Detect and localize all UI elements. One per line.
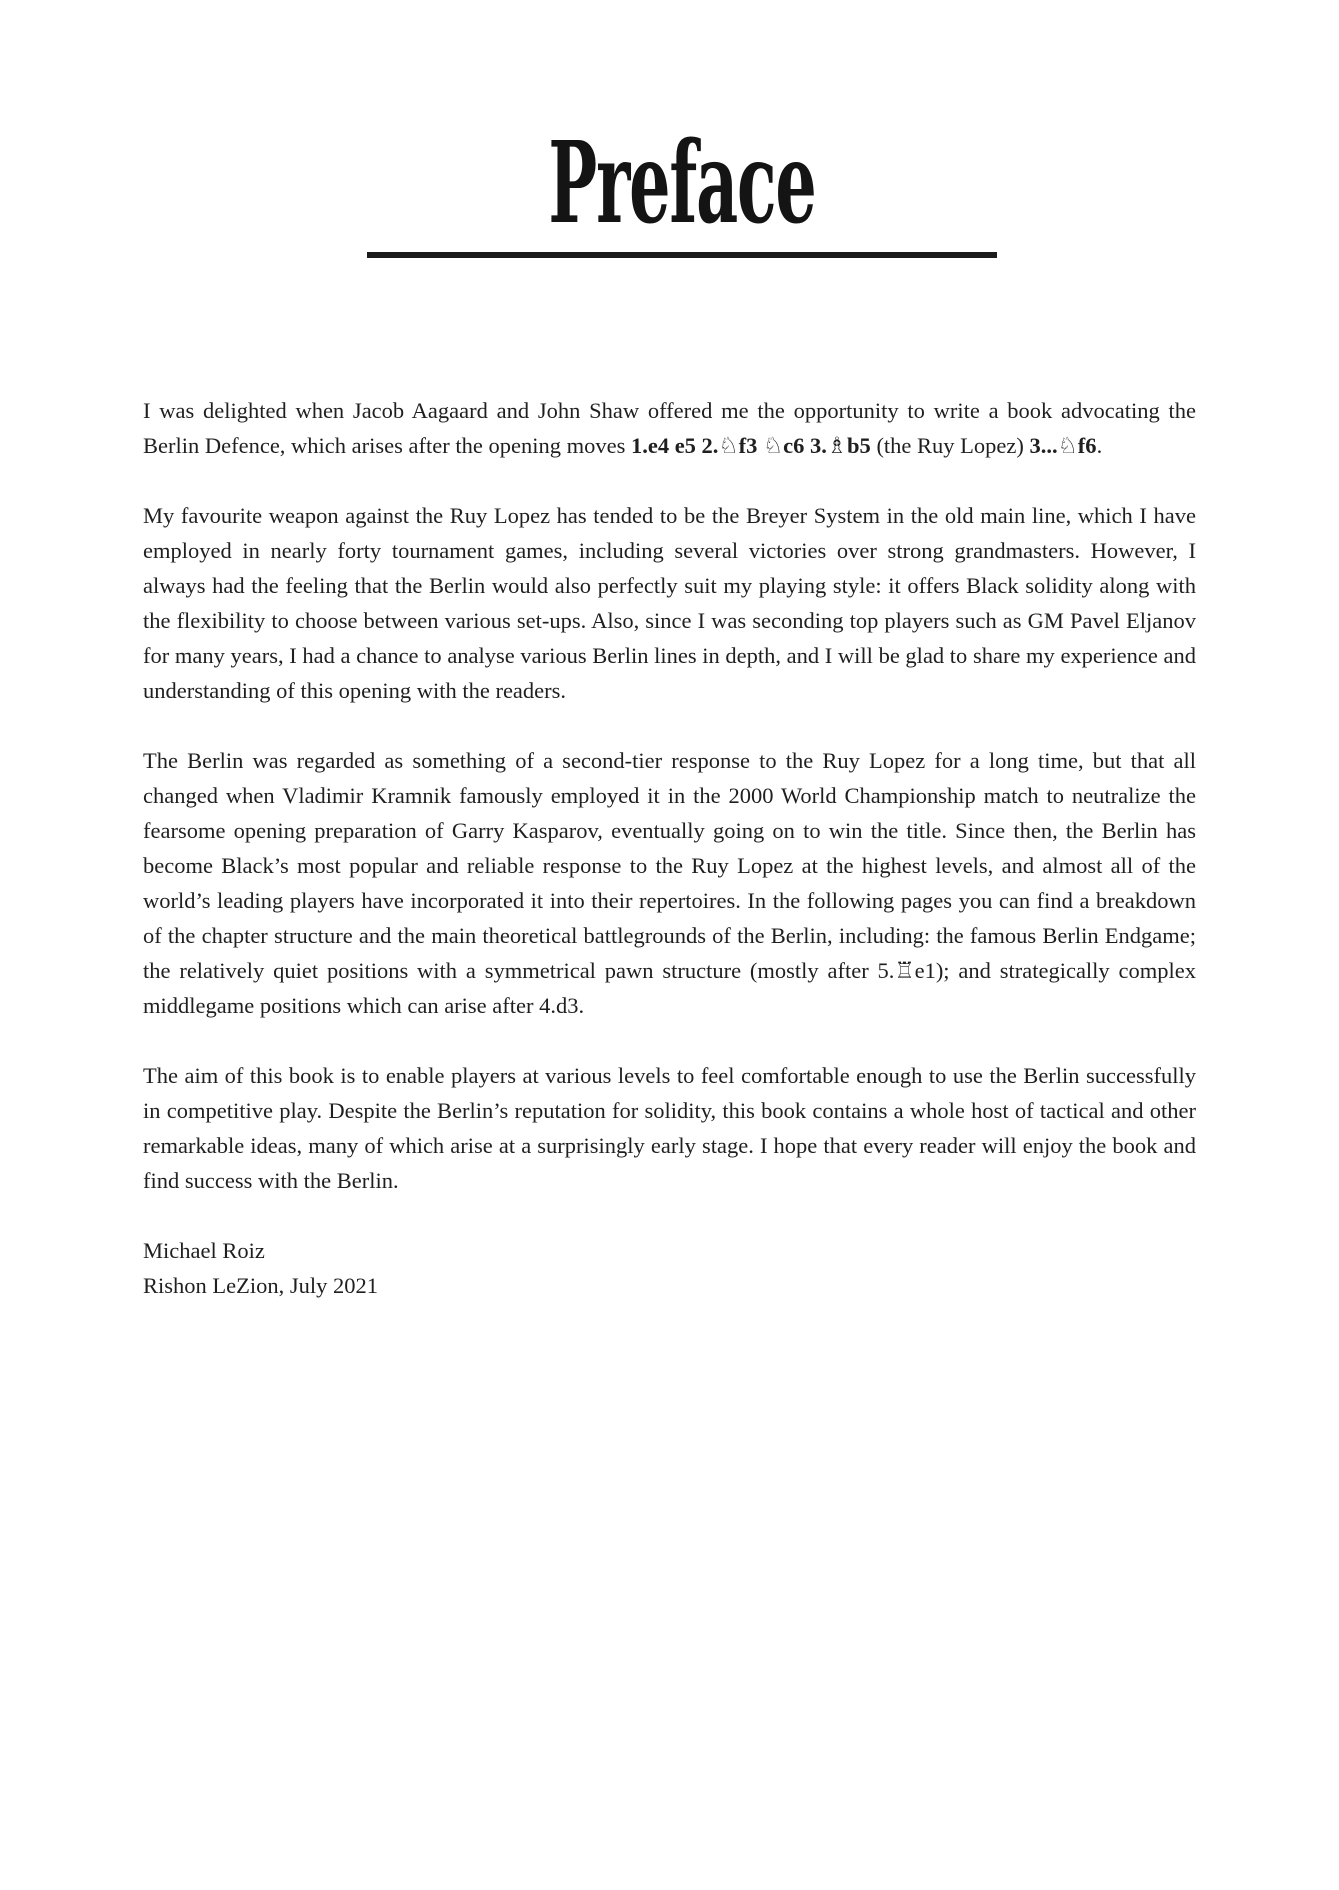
signature-author: Michael Roiz <box>143 1238 265 1263</box>
chess-move-notation: 1.e4 e5 2.♘f3 ♘c6 3.♗b5 <box>630 433 871 458</box>
paragraph-book-aim <box>143 1058 1196 1198</box>
text-run: I was delighted when Jacob Aagaard and John Shaw offered me the opportunity to write a book advocating the Berlin Defence, which arises after the opening moves <box>143 398 1196 458</box>
preface-body <box>143 393 1196 1303</box>
title-underline-rule <box>367 252 997 258</box>
paragraph-intro <box>143 393 1196 463</box>
signature-place-date: Rishon LeZion, July 2021 <box>143 1273 378 1298</box>
text-run: The Berlin was regarded as something of a second-tier response to the Ruy Lopez for a long time, but that all changed when Vladimir Kramnik famously employed it in the 2000 World Championship match to neutralize the fearsome opening preparation of Garry Kasparov, eventually going on to win the title. Since then, the Berlin has become Black’s most popular and reliable response to the Ruy Lopez at the highest levels, and almost all of the world’s leading players have incorporated it into their repertoires. In the following pages you can find a breakdown of the chapter structure and the main theoretical battlegrounds of the Berlin, including: the famous Berlin Endgame; the relatively quiet positions with a symmetrical pawn structure (mostly after 5.♖e1); and strategically complex middlegame positions which can arise after 4.d3. <box>143 748 1196 1018</box>
page-title: Preface <box>548 118 816 249</box>
text-run: (the Ruy Lopez) <box>870 433 1030 458</box>
paragraph-favourite-weapon <box>143 498 1196 708</box>
text-run: My favourite weapon against the Ruy Lopez has tended to be the Breyer System in the old main line, which I have employed in nearly forty tournament games, including several victories over strong grandmasters. However, I always had the feeling that the Berlin would also perfectly suit my playing style: it offers Black solidity along with the flexibility to choose between various set-ups. Also, since I was seconding top players such as GM Pavel Eljanov for many years, I had a chance to analyse various Berlin lines in depth, and I will be glad to share my experience and understanding of this opening with the readers. <box>143 503 1196 703</box>
chess-move-notation: 3...♘f6 <box>1029 433 1097 458</box>
paragraph-berlin-history <box>143 743 1196 1023</box>
text-run: . <box>1096 433 1103 458</box>
text-run: The aim of this book is to enable players at various levels to feel comfortable enough to use the Berlin successfully in competitive play. Despite the Berlin’s reputation for solidity, this book contains a whole host of tactical and other remarkable ideas, many of which arise at a surprisingly early stage. I hope that every reader will enjoy the book and find success with the Berlin. <box>143 1063 1196 1193</box>
